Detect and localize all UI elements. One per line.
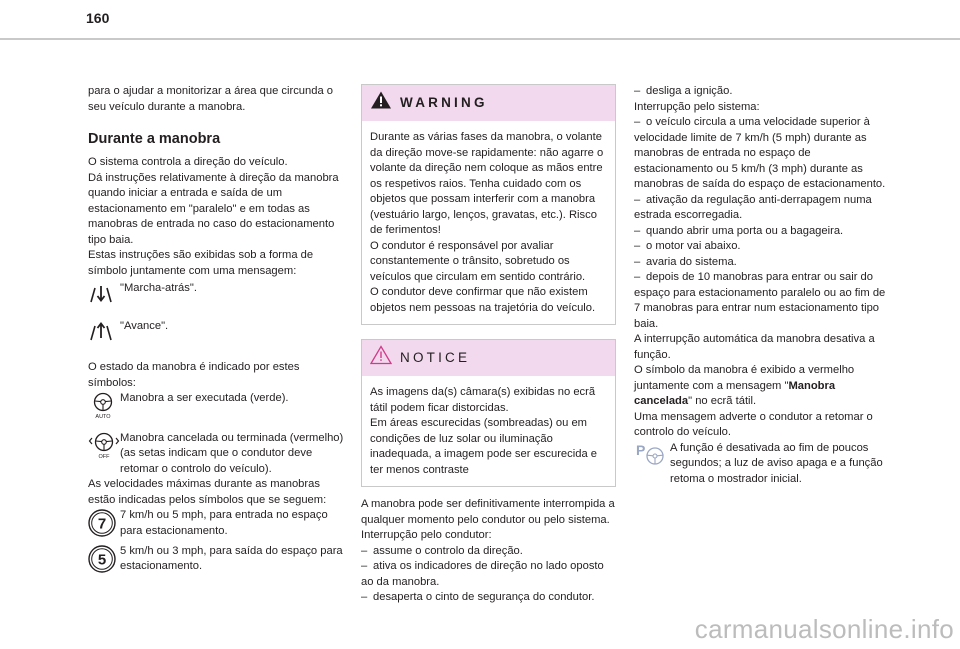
- warning-triangle-icon: [370, 90, 392, 116]
- warning-body: [362, 121, 615, 324]
- list-item: – o veículo circula a uma velocidade superior à velocidade limite de 7 km/h (5 mph) durante as manobras de entrada no espaço de estacionamento ou 5 km/h (3 mph) durante as manobras de saída do espaço de estacionamento.: [634, 116, 886, 190]
- status-red-row: [88, 431, 346, 478]
- paragraph: Dá instruções relativamente à direção da manobra quando iniciar a entrada e saída de um estacionamento em "paralelo" e em todas as manobras de entrada no caso do estacionamento tipo baia.: [88, 171, 339, 246]
- speed-7-icon: [88, 508, 120, 544]
- icon-auto-label: AUTO: [95, 414, 111, 419]
- reverse-label: "Marcha-atrás".: [120, 282, 197, 294]
- reverse-instruction: [88, 281, 346, 311]
- column-right: [634, 84, 890, 487]
- list-item: – avaria do sistema.: [634, 255, 737, 268]
- reverse-arrow-icon: [88, 281, 120, 311]
- status-intro: O estado da manobra é indicado por estes símbolos:: [88, 361, 300, 389]
- warning-box: [361, 84, 616, 325]
- warning-title: WARNING: [400, 95, 488, 111]
- paragraph: Estas instruções são exibidas sob a forma de símbolo juntamente com uma mensagem:: [88, 249, 314, 277]
- red-symbol-text: O símbolo da manobra é exibido a vermelho juntamente com a mensagem "Manobra cancelada" no ecrã tátil.: [634, 364, 855, 407]
- notice-box: [361, 339, 616, 487]
- speed-7-value: 7: [97, 515, 107, 533]
- forward-arrow-icon: [88, 319, 120, 349]
- end-note-text: A função é desativada ao fim de poucos segundos; a luz de aviso apaga e a função retoma o mostrador inicial.: [670, 441, 883, 485]
- status-red-text: Manobra cancelada ou terminada (vermelho) (as setas indicam que o condutor deve retomar o controlo do veículo).: [120, 431, 344, 475]
- list-item: – quando abrir uma porta ou a bagageira.: [634, 224, 844, 237]
- notice-text: Em áreas escurecidas (sombreadas) ou em condições de luz solar ou iluminação inadequada, a imagem pode ser escurecida e ter menos contraste: [370, 417, 598, 476]
- list-item: – desliga a ignição.: [634, 85, 733, 97]
- notice-text: As imagens da(s) câmara(s) exibidas no ecrã tátil podem ficar distorcidas.: [370, 386, 596, 414]
- header-rule: [0, 38, 960, 40]
- speed-5-text: 5 km/h ou 3 mph, para saída do espaço para estacionamento.: [120, 544, 343, 572]
- watermark: carmanualsonline.info: [694, 614, 954, 644]
- notice-triangle-icon: [370, 345, 392, 371]
- status-green-row: [88, 391, 346, 425]
- notice-header: [362, 340, 615, 376]
- system-interrupt-heading: Interrupção pelo sistema:: [634, 100, 760, 113]
- speed-5-value: 5: [97, 551, 107, 568]
- speed-5-row: [88, 544, 346, 580]
- list-item: – o motor vai abaixo.: [634, 240, 741, 252]
- svg-text:P: P: [636, 441, 646, 458]
- speed-7-text: 7 km/h ou 5 mph, para entrada no espaço para estacionamento.: [120, 509, 328, 537]
- section-heading: Durante a manobra: [88, 131, 221, 147]
- warning-text: O condutor é responsável por avaliar constantemente o trânsito, sobretudo os veículos que circulam em sentido contrário.: [370, 239, 586, 283]
- auto-off-text: A interrupção automática da manobra desativa a função.: [634, 333, 875, 361]
- paragraph: O sistema controla a direção do veículo.: [88, 156, 288, 168]
- column-middle: [361, 84, 616, 606]
- warning-header: [362, 85, 615, 121]
- list-item: – ativa os indicadores de direção no lado oposto ao da manobra.: [361, 560, 604, 588]
- end-note-row: [634, 441, 890, 488]
- notice-body: [362, 376, 615, 486]
- column-left: [88, 84, 346, 579]
- forward-instruction: [88, 319, 346, 349]
- steering-auto-icon: [88, 391, 120, 425]
- speed-5-icon: [88, 544, 120, 580]
- speed-7-row: [88, 508, 346, 544]
- list-item: – desaperta o cinto de segurança do condutor.: [361, 591, 595, 603]
- driver-interrupt-heading: Interrupção pelo condutor:: [361, 529, 492, 541]
- resume-text: Uma mensagem adverte o condutor a retomar o controlo do veículo.: [634, 410, 873, 438]
- interrupt-text: A manobra pode ser definitivamente interrompida a qualquer momento pelo condutor ou pelo sistema.: [361, 498, 615, 526]
- warning-text: Durante as várias fases da manobra, o volante da direção move-se rapidamente: não agarre o volante da direção nem coloque as mãos entre os respetivos raios. Tenha cuidado com os objetos que possam interferir com a manobra (vestuário largo, lenços, gravatas, etc.). Risco de ferimentos!: [370, 131, 604, 236]
- steering-off-icon: [88, 431, 120, 465]
- intro-text: para o ajudar a monitorizar a área que circunda o seu veículo durante a manobra.: [88, 85, 334, 113]
- icon-off-label: OFF: [98, 453, 110, 459]
- warning-text: O condutor deve confirmar que não existem objetos nem pessoas na trajetória do veículo.: [370, 286, 596, 314]
- speeds-intro: As velocidades máximas durante as manobras estão indicadas pelos símbolos que se seguem:: [88, 478, 327, 506]
- notice-title: NOTICE: [400, 350, 471, 366]
- list-item: – ativação da regulação anti-derrapagem numa estrada escorregadia.: [634, 193, 872, 221]
- park-assist-icon: [634, 441, 670, 473]
- list-item: – assume o controlo da direção.: [361, 544, 523, 557]
- status-green-text: Manobra a ser executada (verde).: [120, 392, 289, 404]
- forward-label: "Avance".: [120, 319, 169, 332]
- list-item: – depois de 10 manobras para entrar ou sair do espaço para estacionamento paralelo ou ao fim de 7 manobras para entrar num estacionamento tipo baia.: [634, 271, 886, 330]
- page-number: 160: [86, 10, 110, 26]
